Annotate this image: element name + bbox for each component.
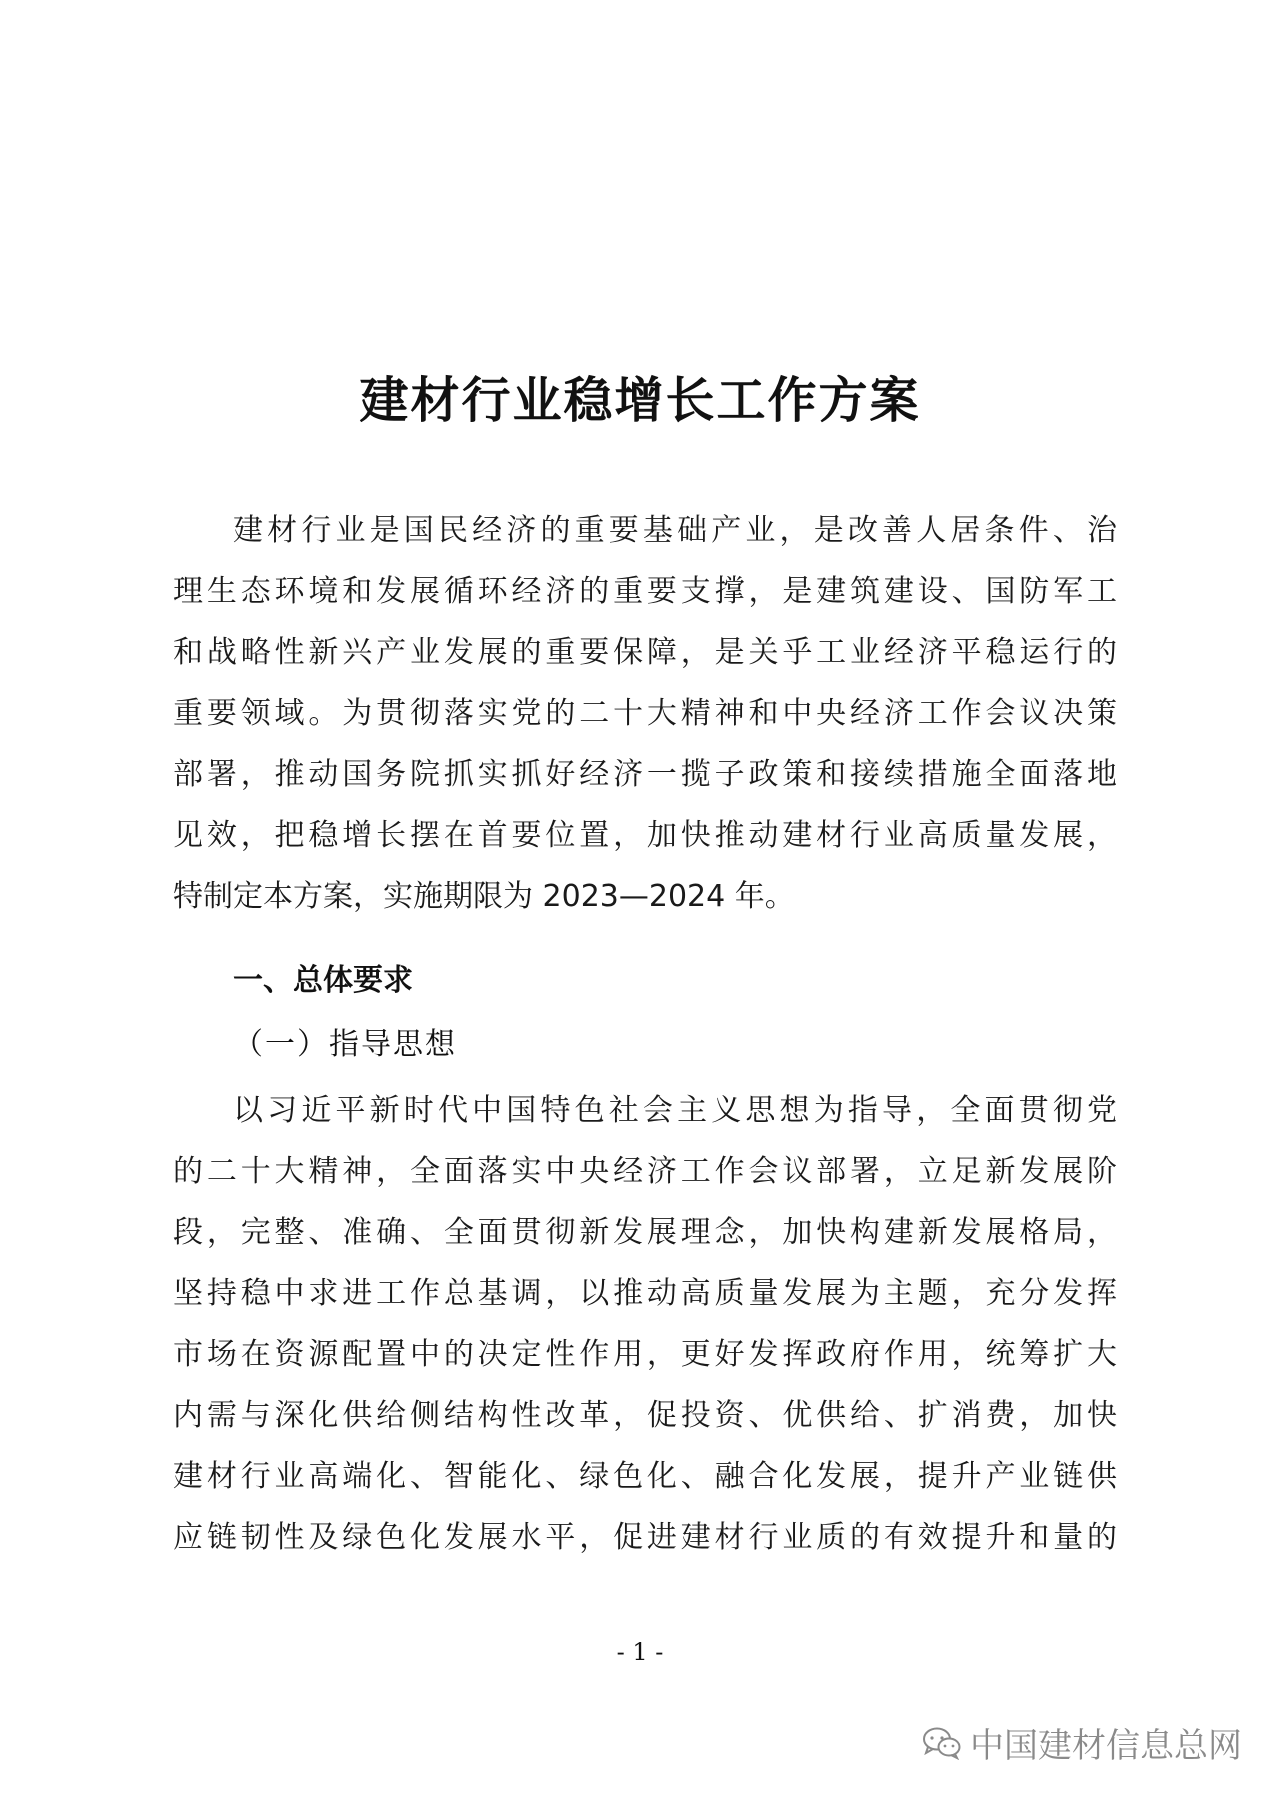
guiding-line: 市场在资源配置中的决定性作用，更好发挥政府作用，统筹扩大 (173, 1337, 1117, 1372)
page-number: - 1 - (616, 1638, 664, 1666)
guiding-line: 建材行业高端化、智能化、绿色化、融合化发展，提升产业链供 (173, 1459, 1117, 1494)
document-title: 建材行业稳增长工作方案 (359, 371, 921, 429)
intro-line: 理生态环境和发展循环经济的重要支撑，是建筑建设、国防军工 (173, 574, 1117, 609)
wechat-icon (922, 1726, 962, 1760)
intro-line: 特制定本方案，实施期限为 2023—2024 年。 (173, 879, 795, 914)
intro-line: 重要领域。为贯彻落实党的二十大精神和中央经济工作会议决策 (173, 696, 1117, 731)
intro-line: 和战略性新兴产业发展的重要保障，是关乎工业经济平稳运行的 (173, 635, 1117, 670)
guiding-line: 段，完整、准确、全面贯彻新发展理念，加快构建新发展格局， (173, 1215, 1117, 1250)
intro-line: 部署，推动国务院抓实抓好经济一揽子政策和接续措施全面落地 (173, 757, 1117, 792)
guiding-line: 应链韧性及绿色化发展水平，促进建材行业质的有效提升和量的 (173, 1520, 1117, 1555)
intro-line: 见效，把稳增长摆在首要位置，加快推动建材行业高质量发展， (173, 818, 1117, 853)
subsection-heading: （一）指导思想 (233, 1027, 457, 1062)
watermark (922, 1718, 1242, 1767)
watermark-text: 中国建材信息总网 (970, 1726, 1242, 1766)
intro-line: 建材行业是国民经济的重要基础产业，是改善人居条件、治 (233, 513, 1117, 548)
guiding-line: 坚持稳中求进工作总基调，以推动高质量发展为主题，充分发挥 (173, 1276, 1117, 1311)
guiding-line: 内需与深化供给侧结构性改革，促投资、优供给、扩消费，加快 (173, 1398, 1117, 1433)
section-heading: 一、总体要求 (233, 963, 413, 998)
guiding-line: 以习近平新时代中国特色社会主义思想为指导，全面贯彻党 (233, 1093, 1117, 1128)
guiding-line: 的二十大精神，全面落实中央经济工作会议部署，立足新发展阶 (173, 1154, 1117, 1189)
